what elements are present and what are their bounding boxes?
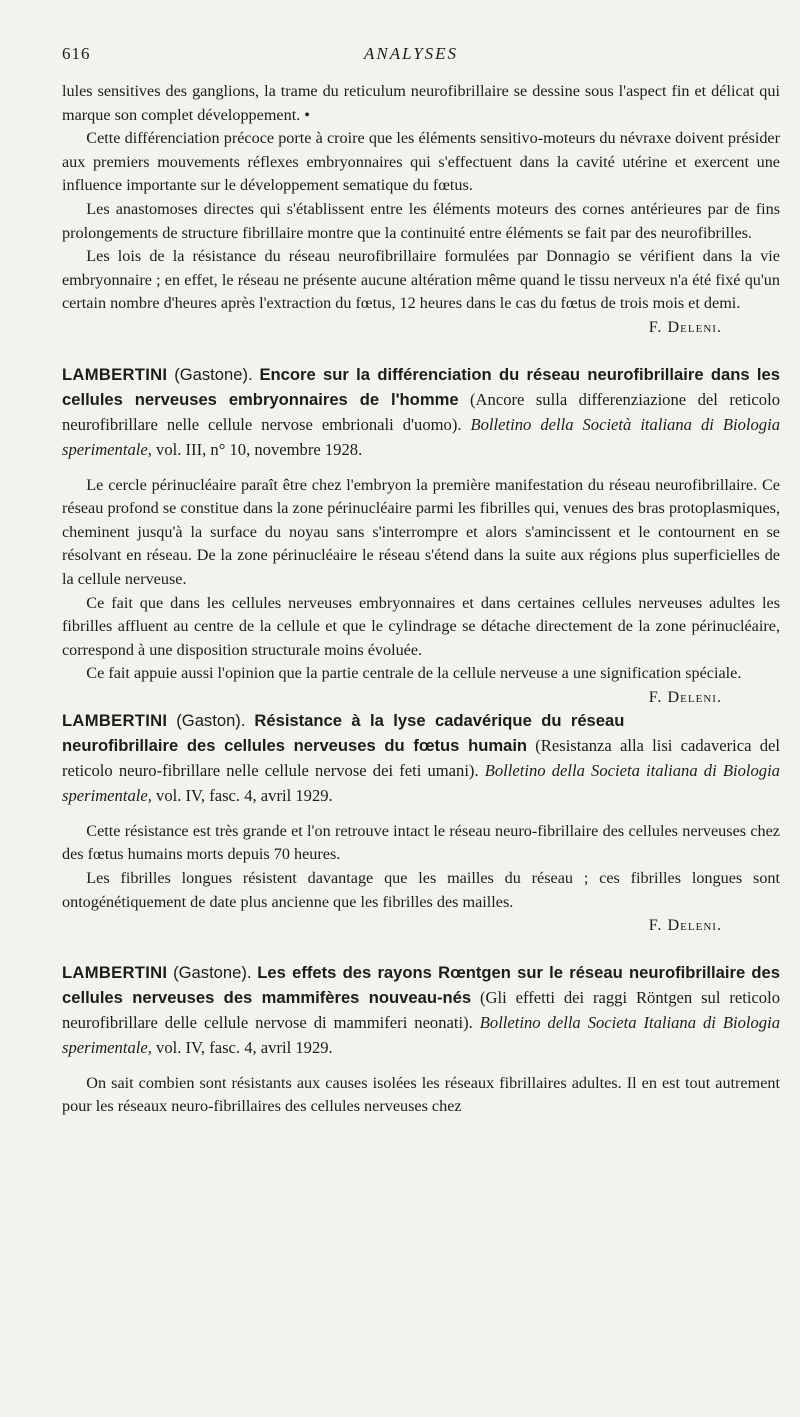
entry-reference: vol. III, n° 10, novembre 1928. [156,439,363,459]
entry-original-title: (Ancore sulla differenziazione del reticolo neurofibrillare nelle cellule nervose embrionali d'uomo). [62,389,780,434]
entry-paragraph: Ce fait que dans les cellules nerveuses embryonnaires et dans certaines cellules nerveuses adultes les fibrilles affluent au centre de la cellule et que le cylindrage se détache directement de la zone périnucléaire, correspond à une disposition structurale moins évoluée. [62,593,780,659]
entry-paragraph: Ce fait appuie aussi l'opinion que la partie centrale de la cellule nerveuse a une signification spéciale. [86,664,742,683]
intro-paragraph: Les anastomoses directes qui s'établissent entre les éléments moteurs des cornes antérieures par de fins prolongements de structure fibrillaire montre que la continuité entre éléments se fait par des neurofibrilles. [62,199,780,242]
entry-title: Les effets des rayons Rœntgen sur le réseau neurofibrillaire des cellules nerveuses des mammifères nouveau-nés [62,962,780,1007]
entry-paragraph: Le cercle périnucléaire paraît être chez l'embryon la première manifestation du réseau neurofibrillaire. Ce réseau profond se constitue dans la zone périnucléaire parmi les fibrilles qui, venues des bras protoplasmiques, cheminent jusqu'à la surface du noyau sans s'interrompre et alors s'amincissent et le contournent en se résolvant en réseau. De la zone périnucléaire le réseau s'étend dans la suite aux régions plus superficielles de la cellule nerveuse. [62,475,780,588]
reviewer-signature: F. Deleni. [648,687,722,706]
intro-paragraph: Les lois de la résistance du réseau neurofibrillaire formulées par Donnagio se vérifient dans la vie embryonnaire ; en effet, le réseau ne présente aucune altération même quand le tissu nerveux n'a été fixé qu'un certain nombre d'heures après l'extraction du fœtus, 12 heures dans le cas du fœtus de trois mois et demi. [62,247,780,313]
entry-given-name: (Gaston). [176,710,246,730]
entry-author: LAMBERTINI [62,962,168,982]
page-header [62,44,760,70]
entry-paragraph: Cette résistance est très grande et l'on retrouve intact le réseau neuro-fibrillaire des cellules nerveuses chez des fœtus humains morts depuis 70 heures. [62,821,780,864]
entry-original-title: (Resistanza alla lisi cadaverica del reticolo neuro-fibrillare nelle cellule nervose dei feti umani). [62,735,780,780]
entry-journal: Bolletino della Società italiana di Biologia sperimentale, [62,414,780,459]
reviewer-signature: F. Deleni. [648,916,722,935]
entry-reference: vol. IV, fasc. 4, avril 1929. [156,785,333,805]
entry-original-title: (Gli effetti dei raggi Röntgen sul reticolo neurofibrillare delle cellule nervose di mammiferi neonati). [62,987,781,1032]
page-content [62,80,780,1119]
entry-journal: Bolletino della Societa Italiana di Biologia sperimentale, [62,1012,781,1057]
entry-heading [62,960,780,1060]
entry-given-name: (Gastone). [173,962,252,982]
entry-title: Résistance à la lyse cadavérique du réseau neurofibrillaire des cellules nerveuses du fœtus humain [62,710,625,755]
intro-paragraph: lules sensitives des ganglions, la trame du reticulum neurofibrillaire se dessine sous l'aspect fin et délicat qui marque son complet développement. • [62,82,780,124]
entry-paragraph-with-signature [62,662,780,706]
entry-heading [62,362,780,462]
entry-given-name: (Gastone). [174,364,253,384]
entry-author: LAMBERTINI [62,364,168,384]
entry-heading [62,708,780,808]
entry-paragraph: On sait combien sont résistants aux causes isolées les réseaux fibrillaires adultes. Il en est tout autrement pour les réseaux neuro-fibrillaires des cellules nerveuses chez [62,1073,780,1116]
entry-journal: Bolletino della Societa italiana di Biologia sperimentale, [62,760,780,805]
running-title: ANALYSES [363,44,459,63]
entry-reference: vol. IV, fasc. 4, avril 1929. [156,1037,333,1057]
entry-author: LAMBERTINI [62,710,168,730]
reviewer-signature: F. Deleni. [648,317,722,336]
intro-paragraph: Cette différenciation précoce porte à croire que les éléments sensitivo-moteurs du névraxe doivent présider aux premiers mouvements réflexes embryonnaires qui s'effectuent dans la cavité utérine et exercent une influence importante sur le développement sematique du fœtus. [62,129,780,195]
page-number: 616 [62,44,91,63]
entry-paragraph: Les fibrilles longues résistent davantage que les mailles du réseau ; ces fibrilles longues sont ontogénétiquement de date plus ancienne que les fibrilles des mailles. [62,869,780,911]
entry-title: Encore sur la différenciation du réseau neurofibrillaire dans les cellules nerveuses embryonnaires de l'homme [62,364,780,409]
